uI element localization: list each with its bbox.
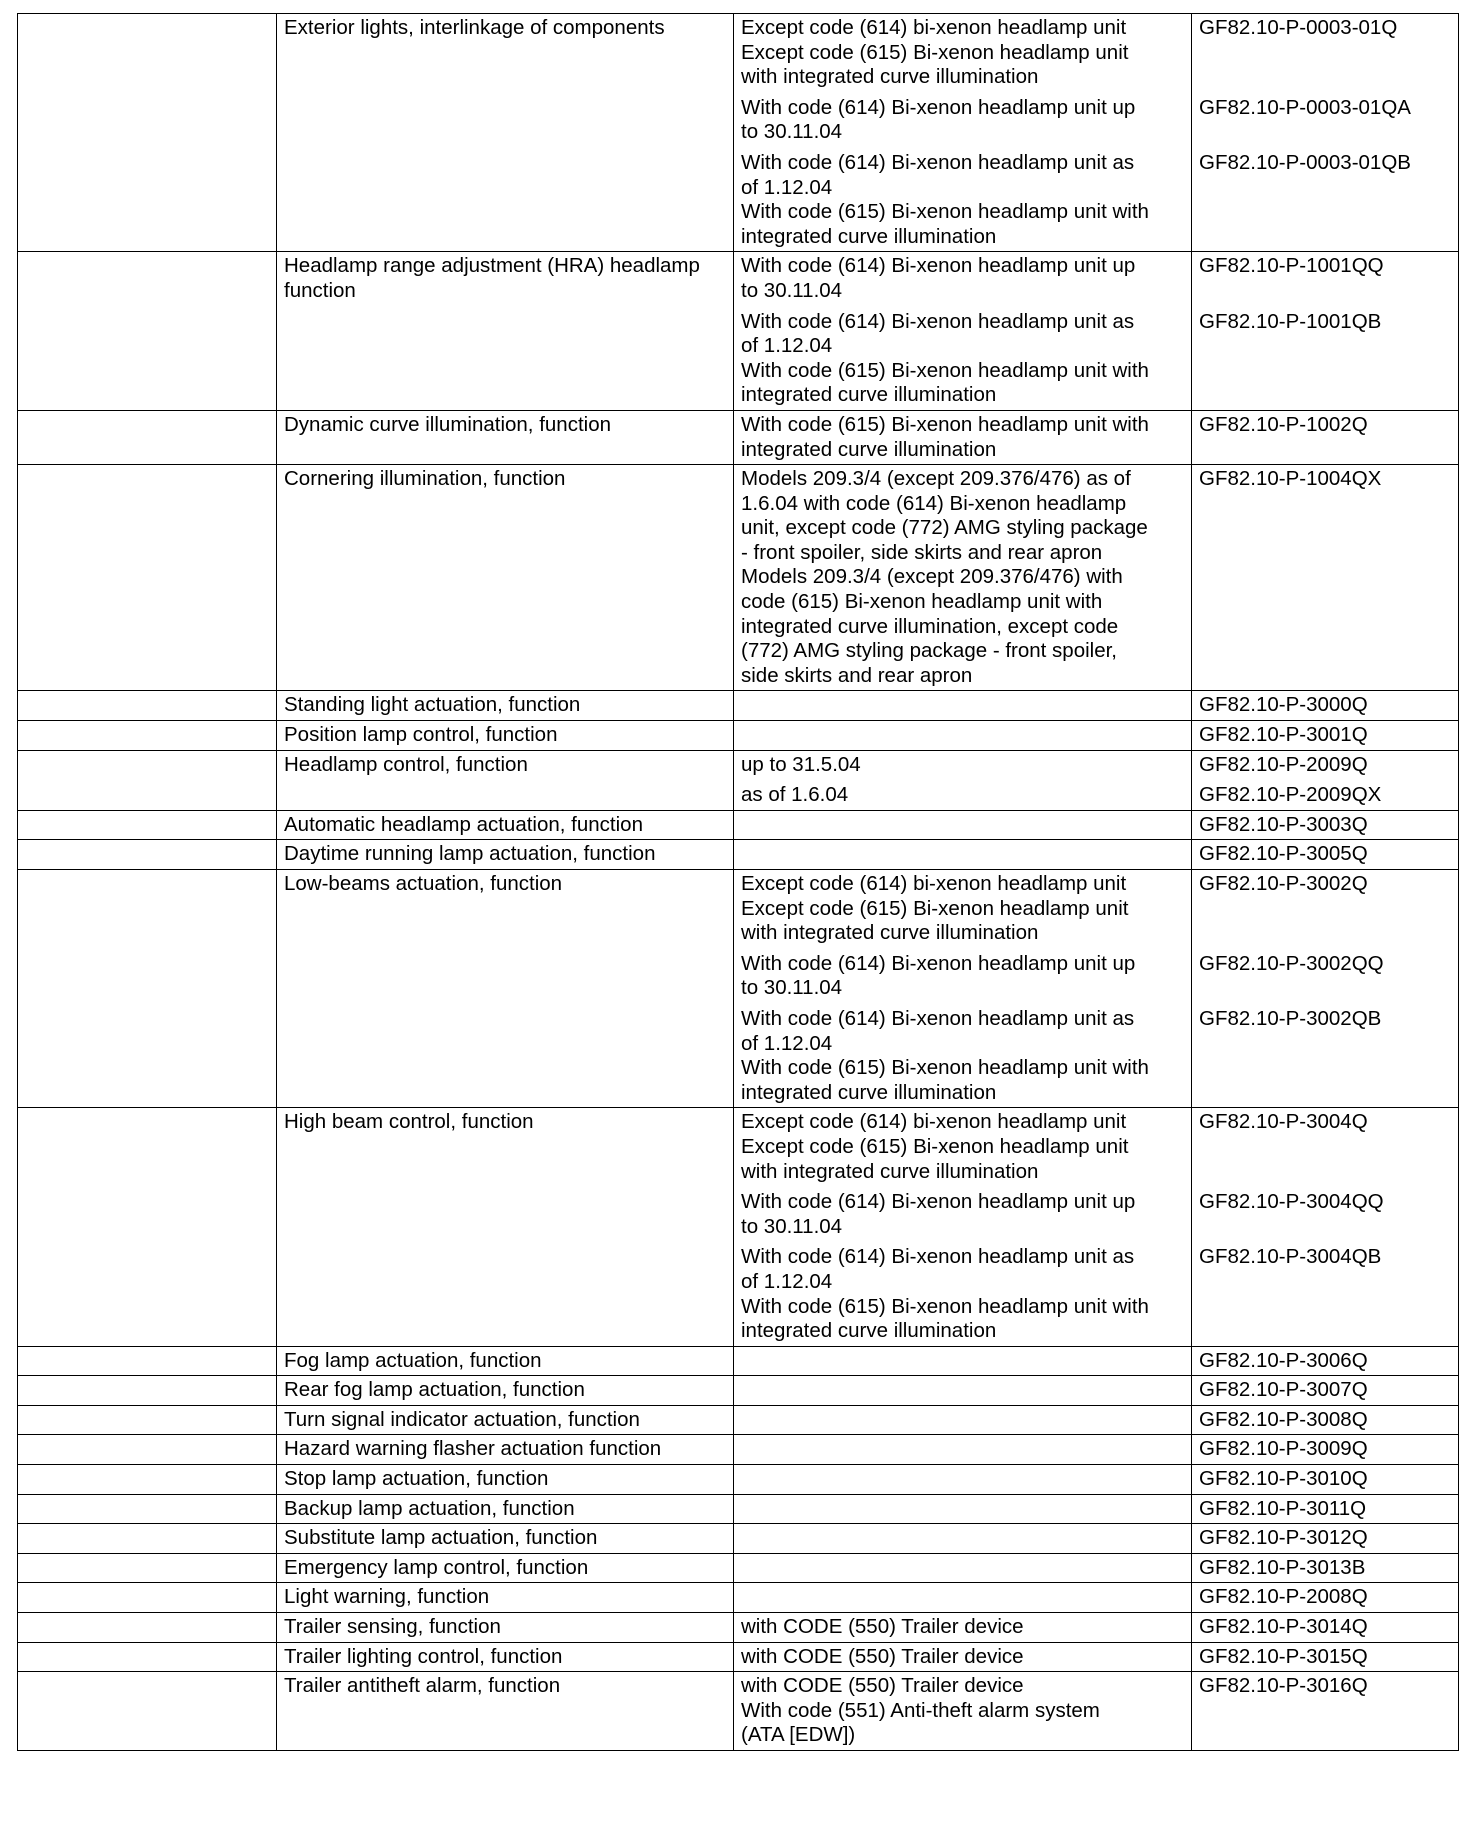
condition-group [741,753,1184,778]
condition-group [741,413,1184,462]
empty-cell [18,810,277,840]
document-number: GF82.10-P-0003-01QA [1199,95,1411,119]
document-number-cell [1192,1672,1459,1751]
document-number-cell [1192,14,1459,252]
empty-cell [18,1108,277,1346]
document-number: GF82.10-P-1001QB [1199,309,1382,333]
document-number-cell [1192,691,1459,721]
document-number: GF82.10-P-3015Q [1199,1644,1368,1668]
condition-line: - front spoiler, side skirts and rear apron [741,540,1103,564]
document-number: GF82.10-P-3004QQ [1199,1190,1384,1214]
table-row [18,691,1459,721]
condition-cell [734,840,1192,870]
condition-cell [734,1376,1192,1406]
document-group [1199,1556,1451,1581]
document-group [1199,952,1451,1001]
document-number-cell [1192,870,1459,1108]
condition-group [741,723,1184,748]
empty-cell [18,721,277,751]
document-group [1199,783,1451,808]
function-cell: Stop lamp actuation, function [277,1465,734,1495]
condition-line: of 1.12.04 [741,175,833,199]
table-row [18,1108,1459,1346]
table-row [18,14,1459,252]
condition-line: Models 209.3/4 (except 209.376/476) as of [741,467,1131,491]
document-number-cell [1192,1642,1459,1672]
document-number-cell [1192,1524,1459,1554]
condition-cell [734,1672,1192,1751]
condition-cell [734,810,1192,840]
condition-line: With code (615) Bi-xenon headlamp unit with [741,200,1149,224]
document-number-cell [1192,1613,1459,1643]
empty-cell [18,1553,277,1583]
condition-line: With code (615) Bi-xenon headlamp unit with [741,358,1149,382]
document-number: GF82.10-P-3011Q [1199,1496,1367,1520]
condition-group [741,1349,1184,1374]
document-number: GF82.10-P-3005Q [1199,842,1368,866]
empty-cell [18,1465,277,1495]
condition-line: with CODE (550) Trailer device [741,1615,1024,1639]
empty-cell [18,1494,277,1524]
function-cell: Position lamp control, function [277,721,734,751]
document-group [1199,310,1451,408]
document-number: GF82.10-P-3009Q [1199,1437,1368,1461]
document-number-cell [1192,252,1459,411]
table-row [18,750,1459,810]
table-row [18,1583,1459,1613]
condition-line: With code (614) Bi-xenon headlamp unit as [741,1006,1135,1030]
condition-group [741,1190,1184,1239]
condition-line: With code (615) Bi-xenon headlamp unit with [741,1294,1149,1318]
document-number: GF82.10-P-3003Q [1199,812,1368,836]
document-group [1199,1408,1451,1433]
document-group [1199,413,1451,462]
document-number: GF82.10-P-3008Q [1199,1407,1368,1431]
condition-line: With code (614) Bi-xenon headlamp unit as [741,1245,1135,1269]
condition-line: With code (614) Bi-xenon headlamp unit up [741,95,1136,119]
document-group [1199,753,1451,778]
table-row [18,1376,1459,1406]
document-number: GF82.10-P-3004Q [1199,1110,1368,1134]
condition-cell [734,1642,1192,1672]
condition-group [741,1007,1184,1105]
condition-line: With code (615) Bi-xenon headlamp unit with [741,412,1149,436]
function-cell: Low-beams actuation, function [277,870,734,1108]
empty-cell [18,870,277,1108]
condition-line: integrated curve illumination [741,1319,997,1343]
condition-line: With code (614) Bi-xenon headlamp unit up [741,951,1136,975]
function-cell: High beam control, function [277,1108,734,1346]
document-number: GF82.10-P-0003-01Q [1199,16,1398,39]
condition-line: to 30.11.04 [741,120,843,144]
document-number: GF82.10-P-3006Q [1199,1348,1368,1372]
document-number-cell [1192,1494,1459,1524]
document-number: GF82.10-P-2009QX [1199,783,1382,807]
document-number: GF82.10-P-1004QX [1199,467,1382,491]
table-row [18,1672,1459,1751]
function-cell: Daytime running lamp actuation, function [277,840,734,870]
condition-line: Except code (614) bi-xenon headlamp unit [741,16,1127,39]
condition-line: Except code (614) bi-xenon headlamp unit [741,1110,1127,1134]
condition-cell [734,1553,1192,1583]
condition-line: integrated curve illumination [741,1080,997,1104]
document-number-cell [1192,840,1459,870]
condition-line: up to 31.5.04 [741,752,861,776]
condition-line: with integrated curve illumination [741,65,1039,89]
document-group [1199,723,1451,748]
document-number: GF82.10-P-3002QB [1199,1006,1382,1030]
condition-cell [734,1465,1192,1495]
function-cell: Substitute lamp actuation, function [277,1524,734,1554]
document-group [1199,151,1451,249]
function-cell: Rear fog lamp actuation, function [277,1376,734,1406]
empty-cell [18,1405,277,1435]
condition-cell [734,721,1192,751]
document-number: GF82.10-P-3001Q [1199,723,1368,747]
document-group [1199,16,1451,90]
condition-line: integrated curve illumination, except code [741,614,1119,638]
document-number: GF82.10-P-3004QB [1199,1245,1382,1269]
table-row [18,1524,1459,1554]
condition-cell [734,465,1192,691]
condition-cell [734,1583,1192,1613]
condition-group [741,1467,1184,1492]
table-row [18,721,1459,751]
condition-line: integrated curve illumination [741,437,997,461]
condition-line: of 1.12.04 [741,1269,833,1293]
document-group [1199,1645,1451,1670]
document-number: GF82.10-P-2008Q [1199,1585,1368,1609]
document-group [1199,1378,1451,1403]
condition-cell [734,1405,1192,1435]
document-number-cell [1192,1108,1459,1346]
empty-cell [18,1583,277,1613]
condition-group [741,151,1184,249]
condition-group [741,842,1184,867]
document-number-cell [1192,1553,1459,1583]
function-cell: Backup lamp actuation, function [277,1494,734,1524]
table-row [18,1435,1459,1465]
condition-line: with integrated curve illumination [741,1159,1039,1183]
function-cell: Automatic headlamp actuation, function [277,810,734,840]
function-cell: Headlamp control, function [277,750,734,810]
table-row [18,1405,1459,1435]
function-cell: Cornering illumination, function [277,465,734,691]
condition-line: integrated curve illumination [741,383,997,407]
function-cell: Hazard warning flasher actuation function [277,1435,734,1465]
document-group [1199,254,1451,303]
condition-line: of 1.12.04 [741,334,833,358]
document-number: GF82.10-P-1001QQ [1199,254,1384,278]
condition-group [741,254,1184,303]
table-row [18,870,1459,1108]
document-number: GF82.10-P-0003-01QB [1199,150,1411,174]
document-group [1199,1467,1451,1492]
document-number-cell [1192,810,1459,840]
table-row [18,410,1459,464]
condition-group [741,1245,1184,1343]
function-cell: Standing light actuation, function [277,691,734,721]
condition-group [741,1615,1184,1640]
condition-cell [734,1613,1192,1643]
condition-group [741,310,1184,408]
document-number: GF82.10-P-2009Q [1199,752,1368,776]
document-number: GF82.10-P-3007Q [1199,1378,1368,1402]
empty-cell [18,1642,277,1672]
condition-line: unit, except code (772) AMG styling package [741,516,1148,540]
document-group [1199,1110,1451,1184]
condition-line: code (615) Bi-xenon headlamp unit with [741,590,1103,614]
empty-cell [18,252,277,411]
table-row [18,810,1459,840]
function-cell: Turn signal indicator actuation, function [277,1405,734,1435]
condition-cell [734,1524,1192,1554]
empty-cell [18,1672,277,1751]
condition-cell [734,1346,1192,1376]
document-number-cell [1192,1435,1459,1465]
condition-line: Except code (614) bi-xenon headlamp unit [741,872,1127,895]
document-number-cell [1192,1346,1459,1376]
document-number: GF82.10-P-3000Q [1199,693,1368,717]
condition-group [741,872,1184,946]
function-cell: Dynamic curve illumination, function [277,410,734,464]
empty-cell [18,1524,277,1554]
condition-group [741,1408,1184,1433]
condition-line: of 1.12.04 [741,1031,833,1055]
document-number: GF82.10-P-3002QQ [1199,951,1384,975]
empty-cell [18,1435,277,1465]
table-row [18,1465,1459,1495]
table-row [18,1613,1459,1643]
empty-cell [18,410,277,464]
condition-group [741,813,1184,838]
condition-line: to 30.11.04 [741,1214,843,1238]
condition-cell [734,1435,1192,1465]
condition-line: Except code (615) Bi-xenon headlamp unit [741,1134,1129,1158]
document-number: GF82.10-P-3010Q [1199,1467,1368,1491]
condition-line: With code (551) Anti-theft alarm system [741,1698,1100,1722]
table-row [18,1346,1459,1376]
function-cell: Trailer antitheft alarm, function [277,1672,734,1751]
condition-group [741,1674,1184,1748]
condition-cell [734,870,1192,1108]
document-group [1199,1674,1451,1748]
condition-group [741,783,1184,808]
condition-cell [734,750,1192,810]
document-number-cell [1192,410,1459,464]
condition-line: to 30.11.04 [741,976,843,1000]
condition-line: (ATA [EDW]) [741,1723,856,1747]
document-group [1199,1007,1451,1105]
document-group [1199,1190,1451,1239]
function-cell: Trailer lighting control, function [277,1642,734,1672]
condition-cell [734,1108,1192,1346]
condition-line: With code (615) Bi-xenon headlamp unit with [741,1056,1149,1080]
condition-line: to 30.11.04 [741,278,843,302]
empty-cell [18,1376,277,1406]
table-body [18,14,1459,1751]
document-number-cell [1192,465,1459,691]
condition-group [741,1497,1184,1522]
condition-group [741,1556,1184,1581]
condition-line: with integrated curve illumination [741,921,1039,945]
empty-cell [18,691,277,721]
document-number: GF82.10-P-3016Q [1199,1674,1368,1698]
condition-group [741,96,1184,145]
condition-group [741,952,1184,1001]
condition-line: with CODE (550) Trailer device [741,1644,1024,1668]
empty-cell [18,14,277,252]
table-row [18,1494,1459,1524]
condition-cell [734,252,1192,411]
condition-group [741,1378,1184,1403]
condition-line: With code (614) Bi-xenon headlamp unit up [741,1190,1136,1214]
condition-group [741,1437,1184,1462]
document-group [1199,1349,1451,1374]
condition-group [741,1110,1184,1184]
document-number: GF82.10-P-3014Q [1199,1615,1368,1639]
document-group [1199,693,1451,718]
condition-group [741,693,1184,718]
condition-line: Except code (615) Bi-xenon headlamp unit [741,896,1129,920]
document-group [1199,1585,1451,1610]
document-group [1199,1437,1451,1462]
function-cell: Headlamp range adjustment (HRA) headlamp function [277,252,734,411]
condition-line: with CODE (550) Trailer device [741,1674,1024,1698]
document-number: GF82.10-P-1002Q [1199,412,1368,436]
condition-line: With code (614) Bi-xenon headlamp unit as [741,150,1135,174]
empty-cell [18,1613,277,1643]
table-row [18,465,1459,691]
table-row [18,1553,1459,1583]
empty-cell [18,840,277,870]
document-group [1199,842,1451,867]
condition-cell [734,691,1192,721]
condition-line: With code (614) Bi-xenon headlamp unit as [741,309,1135,333]
function-cell: Light warning, function [277,1583,734,1613]
function-cell: Trailer sensing, function [277,1613,734,1643]
document-number-cell [1192,1376,1459,1406]
document-group [1199,813,1451,838]
condition-cell [734,1494,1192,1524]
document-table [17,13,1459,1751]
condition-line: as of 1.6.04 [741,783,849,807]
function-cell: Exterior lights, interlinkage of components [277,14,734,252]
condition-line: (772) AMG styling package - front spoiler, [741,639,1118,663]
empty-cell [18,1346,277,1376]
condition-group [741,1585,1184,1610]
condition-line: Except code (615) Bi-xenon headlamp unit [741,40,1129,64]
table-row [18,1642,1459,1672]
condition-cell [734,14,1192,252]
table-row [18,252,1459,411]
document-number-cell [1192,721,1459,751]
document-group [1199,467,1451,688]
empty-cell [18,750,277,810]
document-number: GF82.10-P-3012Q [1199,1526,1368,1550]
condition-line: integrated curve illumination [741,224,997,248]
empty-cell [18,465,277,691]
document-number-cell [1192,1405,1459,1435]
condition-line: 1.6.04 with code (614) Bi-xenon headlamp [741,491,1127,515]
condition-line: With code (614) Bi-xenon headlamp unit up [741,254,1136,278]
condition-line: Models 209.3/4 (except 209.376/476) with [741,565,1123,589]
document-group [1199,96,1451,145]
document-number-cell [1192,1583,1459,1613]
document-group [1199,872,1451,946]
document-group [1199,1245,1451,1343]
document-number: GF82.10-P-3013B [1199,1555,1366,1579]
condition-group [741,1526,1184,1551]
condition-cell [734,410,1192,464]
function-cell: Fog lamp actuation, function [277,1346,734,1376]
condition-group [741,16,1184,90]
document-group [1199,1526,1451,1551]
document-group [1199,1615,1451,1640]
document-number: GF82.10-P-3002Q [1199,872,1368,895]
document-number-cell [1192,750,1459,810]
function-cell: Emergency lamp control, function [277,1553,734,1583]
condition-group [741,1645,1184,1670]
condition-group [741,467,1184,688]
table-row [18,840,1459,870]
document-group [1199,1497,1451,1522]
document-number-cell [1192,1465,1459,1495]
condition-line: side skirts and rear apron [741,663,973,687]
